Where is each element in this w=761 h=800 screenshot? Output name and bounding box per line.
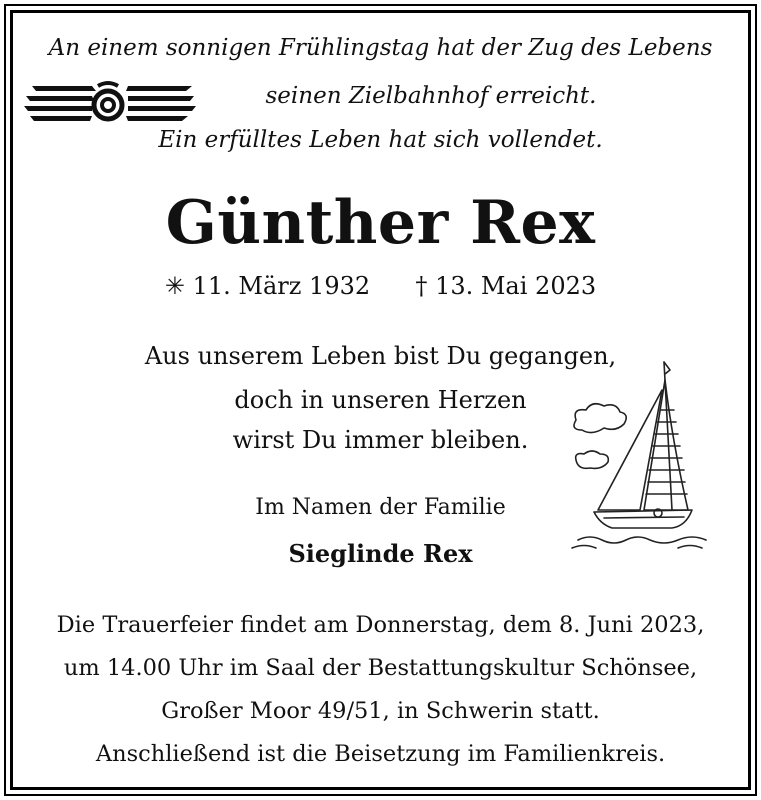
intro-line-3: Ein erfülltes Leben hat sich vollendet. [158,127,603,153]
deceased-name: Günther Rex [165,188,596,258]
verse-line-2: doch in unseren Herzen [234,386,527,414]
birth-date: 11. März 1932 [192,272,371,300]
intro-line-2: seinen Zielbahnhof erreicht. [265,83,597,109]
verse-line-3: wirst Du immer bleiben. [232,426,529,454]
sailboat-icon [568,350,713,555]
birth-symbol: ✳ [164,272,185,300]
death-date: 13. Mai 2023 [435,272,597,300]
family-label: Im Namen der Familie [255,495,506,520]
notice-line-2: um 14.00 Uhr im Saal der Bestattungskultur Schönsee, [63,655,698,681]
life-dates [0,272,761,300]
notice-line-1: Die Trauerfeier findet am Donnerstag, dem 8. Juni 2023, [56,612,705,638]
notice-line-4: Anschließend ist die Beisetzung im Familienkreis. [95,741,666,767]
signer-name: Sieglinde Rex [288,539,473,568]
notice-line-3: Großer Moor 49/51, in Schwerin statt. [161,698,600,724]
intro-line-1: An einem sonnigen Frühlingstag hat der Zug des Lebens [48,35,713,61]
verse-line-1: Aus unserem Leben bist Du gegangen, [144,342,617,370]
death-symbol: † [415,272,428,300]
